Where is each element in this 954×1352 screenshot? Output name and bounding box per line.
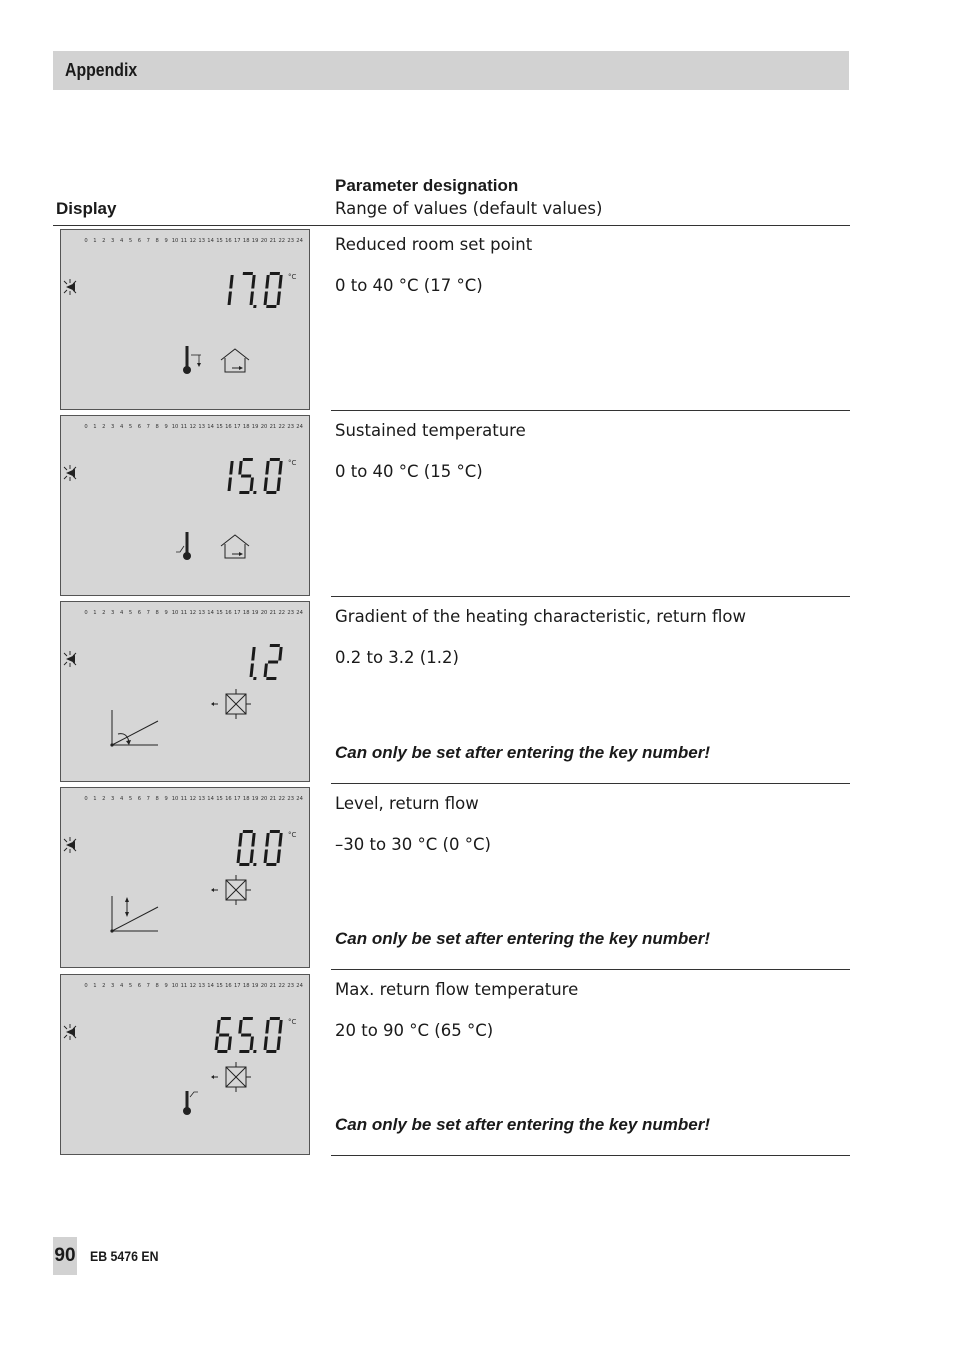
row-max-return-flow-temp <box>335 980 845 1150</box>
digit-segment <box>264 1037 268 1051</box>
seven-segment-value <box>249 644 283 680</box>
parameter-range: –30 to 30 °C (0 °C) <box>335 835 491 854</box>
hour-label: 9 <box>164 796 168 802</box>
hour-label: 8 <box>155 796 159 802</box>
hour-label: 12 <box>189 796 197 802</box>
hour-scale <box>84 796 303 802</box>
digit-segment <box>243 1017 253 1020</box>
hour-label: 3 <box>111 610 115 616</box>
decimal-point <box>253 305 256 308</box>
hour-label: 18 <box>242 238 250 244</box>
digit-segment <box>278 833 282 847</box>
digit-segment <box>270 1017 280 1020</box>
hour-label: 22 <box>278 238 286 244</box>
return-flow-valve-icon <box>211 689 251 719</box>
hour-label: 5 <box>128 983 133 989</box>
unit-label: °C <box>288 273 297 281</box>
lcd-value-digits <box>227 272 283 308</box>
seven-segment-value <box>227 272 283 308</box>
digit-segment <box>221 1017 231 1020</box>
digit-segment <box>266 677 276 680</box>
digit-segment <box>277 292 281 306</box>
hour-label: 3 <box>111 796 115 802</box>
hour-label: 11 <box>180 238 188 244</box>
row-sustained-temperature <box>335 421 845 481</box>
digit-segment <box>239 863 249 866</box>
digit-segment <box>270 272 280 275</box>
house-icon <box>221 535 249 558</box>
range-column-header: Range of values (default values) <box>335 199 603 218</box>
level-curve-icon <box>110 896 158 933</box>
hour-label: 24 <box>296 610 303 616</box>
key-number-note: Can only be set after entering the key number! <box>335 1115 711 1134</box>
parameter-name: Reduced room set point <box>335 235 533 254</box>
hour-label: 12 <box>189 983 197 989</box>
digit-segment <box>216 1020 220 1034</box>
digit-segment <box>277 1037 281 1051</box>
hour-label: 8 <box>155 610 159 616</box>
hour-label: 8 <box>155 983 159 989</box>
hour-label: 0 <box>84 610 88 616</box>
hour-label: 5 <box>128 796 133 802</box>
header-divider <box>53 225 850 226</box>
hour-label: 16 <box>225 238 232 244</box>
hour-label: 24 <box>296 983 303 989</box>
hour-label: 23 <box>287 796 295 802</box>
hour-label: 0 <box>84 796 88 802</box>
row-divider <box>331 783 850 784</box>
hour-label: 7 <box>146 424 150 430</box>
digit-segment <box>250 664 254 678</box>
hour-label: 15 <box>216 238 223 244</box>
display-column-header: Display <box>56 199 117 218</box>
parameter-range: 0 to 40 °C (15 °C) <box>335 462 483 481</box>
digit-segment <box>264 292 268 306</box>
row-divider <box>331 410 850 411</box>
hour-label: 6 <box>137 796 142 802</box>
row-level-return-flow <box>335 794 845 964</box>
hour-label: 12 <box>189 424 197 430</box>
hour-label: 1 <box>93 610 97 616</box>
hour-label: 0 <box>84 238 88 244</box>
digit-segment <box>251 275 255 289</box>
hour-label: 15 <box>216 796 223 802</box>
hour-label: 1 <box>93 796 97 802</box>
hour-label: 10 <box>171 424 179 430</box>
unit-label: °C <box>288 459 297 467</box>
page-number: 90 <box>53 1237 77 1275</box>
hour-label: 20 <box>260 238 268 244</box>
lcd-panel-5 <box>61 975 310 1155</box>
hour-label: 8 <box>155 238 159 244</box>
hour-label: 4 <box>119 610 124 616</box>
param-designation-header: Parameter designation <box>335 176 519 195</box>
blink-arrow-icon <box>64 465 76 481</box>
hour-label: 23 <box>287 424 295 430</box>
hour-label: 15 <box>216 610 223 616</box>
digit-segment <box>266 1050 276 1053</box>
digit-segment <box>239 1050 249 1053</box>
hour-label: 0 <box>84 424 88 430</box>
hour-label: 17 <box>233 983 241 989</box>
digit-segment <box>239 491 249 494</box>
digit-segment <box>278 647 282 661</box>
hour-label: 20 <box>260 610 268 616</box>
digit-segment <box>215 1037 219 1051</box>
hour-label: 14 <box>207 238 214 244</box>
digit-segment <box>250 1037 254 1051</box>
hour-label: 8 <box>155 424 159 430</box>
hour-label: 15 <box>216 424 223 430</box>
hour-label: 1 <box>93 424 97 430</box>
digit-segment <box>241 1034 251 1037</box>
house-icon <box>221 349 249 372</box>
hour-label: 12 <box>189 610 197 616</box>
hour-label: 20 <box>260 796 268 802</box>
hour-label: 10 <box>171 796 179 802</box>
digit-segment <box>228 478 232 492</box>
hour-label: 20 <box>260 424 268 430</box>
hour-label: 23 <box>287 238 295 244</box>
digit-segment <box>238 461 242 475</box>
parameter-name: Sustained temperature <box>335 421 526 440</box>
hour-label: 18 <box>242 983 250 989</box>
hour-label: 19 <box>251 238 259 244</box>
hour-label: 19 <box>251 983 259 989</box>
hour-label: 13 <box>198 424 206 430</box>
hour-label: 4 <box>119 983 124 989</box>
digit-segment <box>229 461 233 475</box>
hour-label: 13 <box>198 796 206 802</box>
hour-label: 3 <box>111 238 115 244</box>
hour-label: 16 <box>225 983 232 989</box>
hour-label: 15 <box>216 983 223 989</box>
hour-label: 17 <box>233 796 241 802</box>
hour-label: 2 <box>102 610 106 616</box>
hour-label: 11 <box>180 796 188 802</box>
parameter-range: 20 to 90 °C (65 °C) <box>335 1021 494 1040</box>
hour-label: 6 <box>137 983 142 989</box>
digit-segment <box>278 275 282 289</box>
digit-segment <box>243 458 253 461</box>
hour-label: 7 <box>146 983 150 989</box>
hour-label: 5 <box>128 424 133 430</box>
hour-label: 9 <box>164 424 168 430</box>
parameter-range: 0 to 40 °C (17 °C) <box>335 276 483 295</box>
digit-segment <box>219 1034 229 1037</box>
hour-label: 13 <box>198 983 206 989</box>
hour-label: 13 <box>198 238 206 244</box>
hour-label: 6 <box>137 610 142 616</box>
row-reduced-room-set-point <box>335 235 845 295</box>
blink-arrow-icon <box>64 837 76 853</box>
hour-label: 24 <box>296 796 303 802</box>
hour-label: 14 <box>207 610 214 616</box>
hour-label: 1 <box>93 238 97 244</box>
digit-segment <box>277 850 281 864</box>
seven-segment-value <box>236 830 283 866</box>
digit-segment <box>268 661 278 664</box>
blink-arrow-icon <box>64 279 76 295</box>
thermometer-sustain-icon <box>176 532 191 560</box>
hour-label: 6 <box>137 238 142 244</box>
hour-label: 9 <box>164 238 168 244</box>
decimal-point <box>253 863 256 866</box>
hour-label: 24 <box>296 238 303 244</box>
row-divider <box>331 596 850 597</box>
hour-label: 17 <box>233 610 241 616</box>
digit-segment <box>237 850 241 864</box>
lcd-display-gradient <box>60 601 310 782</box>
digit-segment <box>266 305 276 308</box>
section-title: Appendix <box>65 60 138 80</box>
hour-label: 24 <box>296 424 303 430</box>
digit-segment <box>241 475 251 478</box>
lcd-display-reduced-room <box>60 229 310 410</box>
hour-label: 18 <box>242 610 250 616</box>
hour-label: 5 <box>128 238 133 244</box>
digit-segment <box>250 478 254 492</box>
digit-segment <box>264 478 268 492</box>
hour-label: 3 <box>111 983 115 989</box>
hour-scale <box>84 983 303 989</box>
seven-segment-value <box>214 1017 283 1053</box>
hour-label: 1 <box>93 983 97 989</box>
hour-label: 22 <box>278 610 286 616</box>
hour-label: 3 <box>111 424 115 430</box>
digit-segment <box>250 292 254 306</box>
hour-label: 23 <box>287 610 295 616</box>
thermometer-down-icon <box>183 346 201 374</box>
hour-label: 2 <box>102 424 106 430</box>
hour-label: 16 <box>225 610 232 616</box>
digit-segment <box>266 491 276 494</box>
hour-label: 2 <box>102 983 106 989</box>
hour-label: 11 <box>180 610 188 616</box>
unit-label: °C <box>288 1018 297 1026</box>
parameter-name: Gradient of the heating characteristic, return flow <box>335 607 746 626</box>
hour-label: 17 <box>233 424 241 430</box>
hour-label: 21 <box>269 238 277 244</box>
hour-scale <box>84 238 303 244</box>
digit-segment <box>251 647 255 661</box>
digit-segment <box>266 863 276 866</box>
digit-segment <box>265 833 269 847</box>
digit-segment <box>228 1037 232 1051</box>
section-header <box>53 51 849 90</box>
hour-label: 11 <box>180 983 188 989</box>
hour-label: 13 <box>198 610 206 616</box>
hour-label: 7 <box>146 238 150 244</box>
digit-segment <box>243 272 253 275</box>
hour-label: 18 <box>242 424 250 430</box>
hour-label: 9 <box>164 610 168 616</box>
hour-label: 14 <box>207 424 214 430</box>
decimal-point <box>253 677 256 680</box>
lcd-panel-4 <box>61 788 310 968</box>
parameter-name: Level, return flow <box>335 794 479 813</box>
digit-segment <box>270 458 280 461</box>
hour-label: 11 <box>180 424 188 430</box>
thermometer-max-icon <box>183 1091 198 1115</box>
parameter-range: 0.2 to 3.2 (1.2) <box>335 648 459 667</box>
hour-scale <box>84 424 303 430</box>
hour-label: 12 <box>189 238 197 244</box>
decimal-point <box>253 1050 256 1053</box>
digit-segment <box>217 1050 227 1053</box>
hour-label: 7 <box>146 796 150 802</box>
seven-segment-value <box>227 458 283 494</box>
hour-label: 7 <box>146 610 150 616</box>
hour-label: 10 <box>171 238 179 244</box>
digit-segment <box>265 275 269 289</box>
return-flow-valve-icon <box>211 875 251 905</box>
hour-label: 4 <box>119 424 124 430</box>
digit-segment <box>238 1020 242 1034</box>
digit-segment <box>264 850 268 864</box>
digit-segment <box>270 830 280 833</box>
key-number-note: Can only be set after entering the key number! <box>335 929 711 948</box>
hour-label: 19 <box>251 424 259 430</box>
hour-label: 16 <box>225 796 232 802</box>
hour-label: 21 <box>269 983 277 989</box>
hour-label: 22 <box>278 424 286 430</box>
hour-label: 0 <box>84 983 88 989</box>
digit-segment <box>270 644 280 647</box>
hour-label: 6 <box>137 424 142 430</box>
digit-segment <box>250 850 254 864</box>
digit-segment <box>238 833 242 847</box>
hour-label: 14 <box>207 796 214 802</box>
lcd-value-digits <box>214 1017 283 1053</box>
hour-label: 14 <box>207 983 214 989</box>
digit-segment <box>229 275 233 289</box>
row-divider <box>331 1155 850 1156</box>
lcd-panel-3 <box>61 602 310 782</box>
digit-segment <box>278 461 282 475</box>
hour-label: 21 <box>269 424 277 430</box>
hour-scale <box>84 610 303 616</box>
hour-label: 21 <box>269 796 277 802</box>
document-id: EB 5476 EN <box>90 1248 159 1264</box>
hour-label: 9 <box>164 983 168 989</box>
hour-label: 4 <box>119 238 124 244</box>
hour-label: 5 <box>128 610 133 616</box>
hour-label: 2 <box>102 238 106 244</box>
hour-label: 10 <box>171 983 179 989</box>
hour-label: 17 <box>233 238 241 244</box>
lcd-value-digits <box>227 458 283 494</box>
hour-label: 16 <box>225 424 232 430</box>
hour-label: 22 <box>278 983 286 989</box>
row-gradient-heating <box>335 607 845 777</box>
lcd-display-max-return <box>60 974 310 1155</box>
unit-label: °C <box>288 831 297 839</box>
lcd-display-level <box>60 787 310 968</box>
hour-label: 19 <box>251 610 259 616</box>
digit-segment <box>277 478 281 492</box>
digit-segment <box>265 461 269 475</box>
row-divider <box>331 969 850 970</box>
lcd-value-digits <box>249 644 283 680</box>
hour-label: 4 <box>119 796 124 802</box>
digit-segment <box>265 1020 269 1034</box>
digit-segment <box>278 1020 282 1034</box>
return-flow-valve-icon <box>211 1062 251 1092</box>
digit-segment <box>264 664 268 678</box>
lcd-panel-1 <box>61 230 310 410</box>
hour-label: 19 <box>251 796 259 802</box>
blink-arrow-icon <box>64 651 76 667</box>
decimal-point <box>253 491 256 494</box>
digit-segment <box>243 830 253 833</box>
key-number-note: Can only be set after entering the key number! <box>335 743 711 762</box>
lcd-value-digits <box>236 830 283 866</box>
lcd-panel-2 <box>61 416 310 596</box>
digit-segment <box>228 292 232 306</box>
blink-arrow-icon <box>64 1024 76 1040</box>
hour-label: 21 <box>269 610 277 616</box>
hour-label: 10 <box>171 610 179 616</box>
digit-segment <box>251 833 255 847</box>
hour-label: 22 <box>278 796 286 802</box>
hour-label: 2 <box>102 796 106 802</box>
parameter-name: Max. return flow temperature <box>335 980 579 999</box>
lcd-display-sustained-temp <box>60 415 310 596</box>
hour-label: 20 <box>260 983 268 989</box>
gradient-curve-icon <box>110 710 158 747</box>
hour-label: 18 <box>242 796 250 802</box>
hour-label: 23 <box>287 983 295 989</box>
